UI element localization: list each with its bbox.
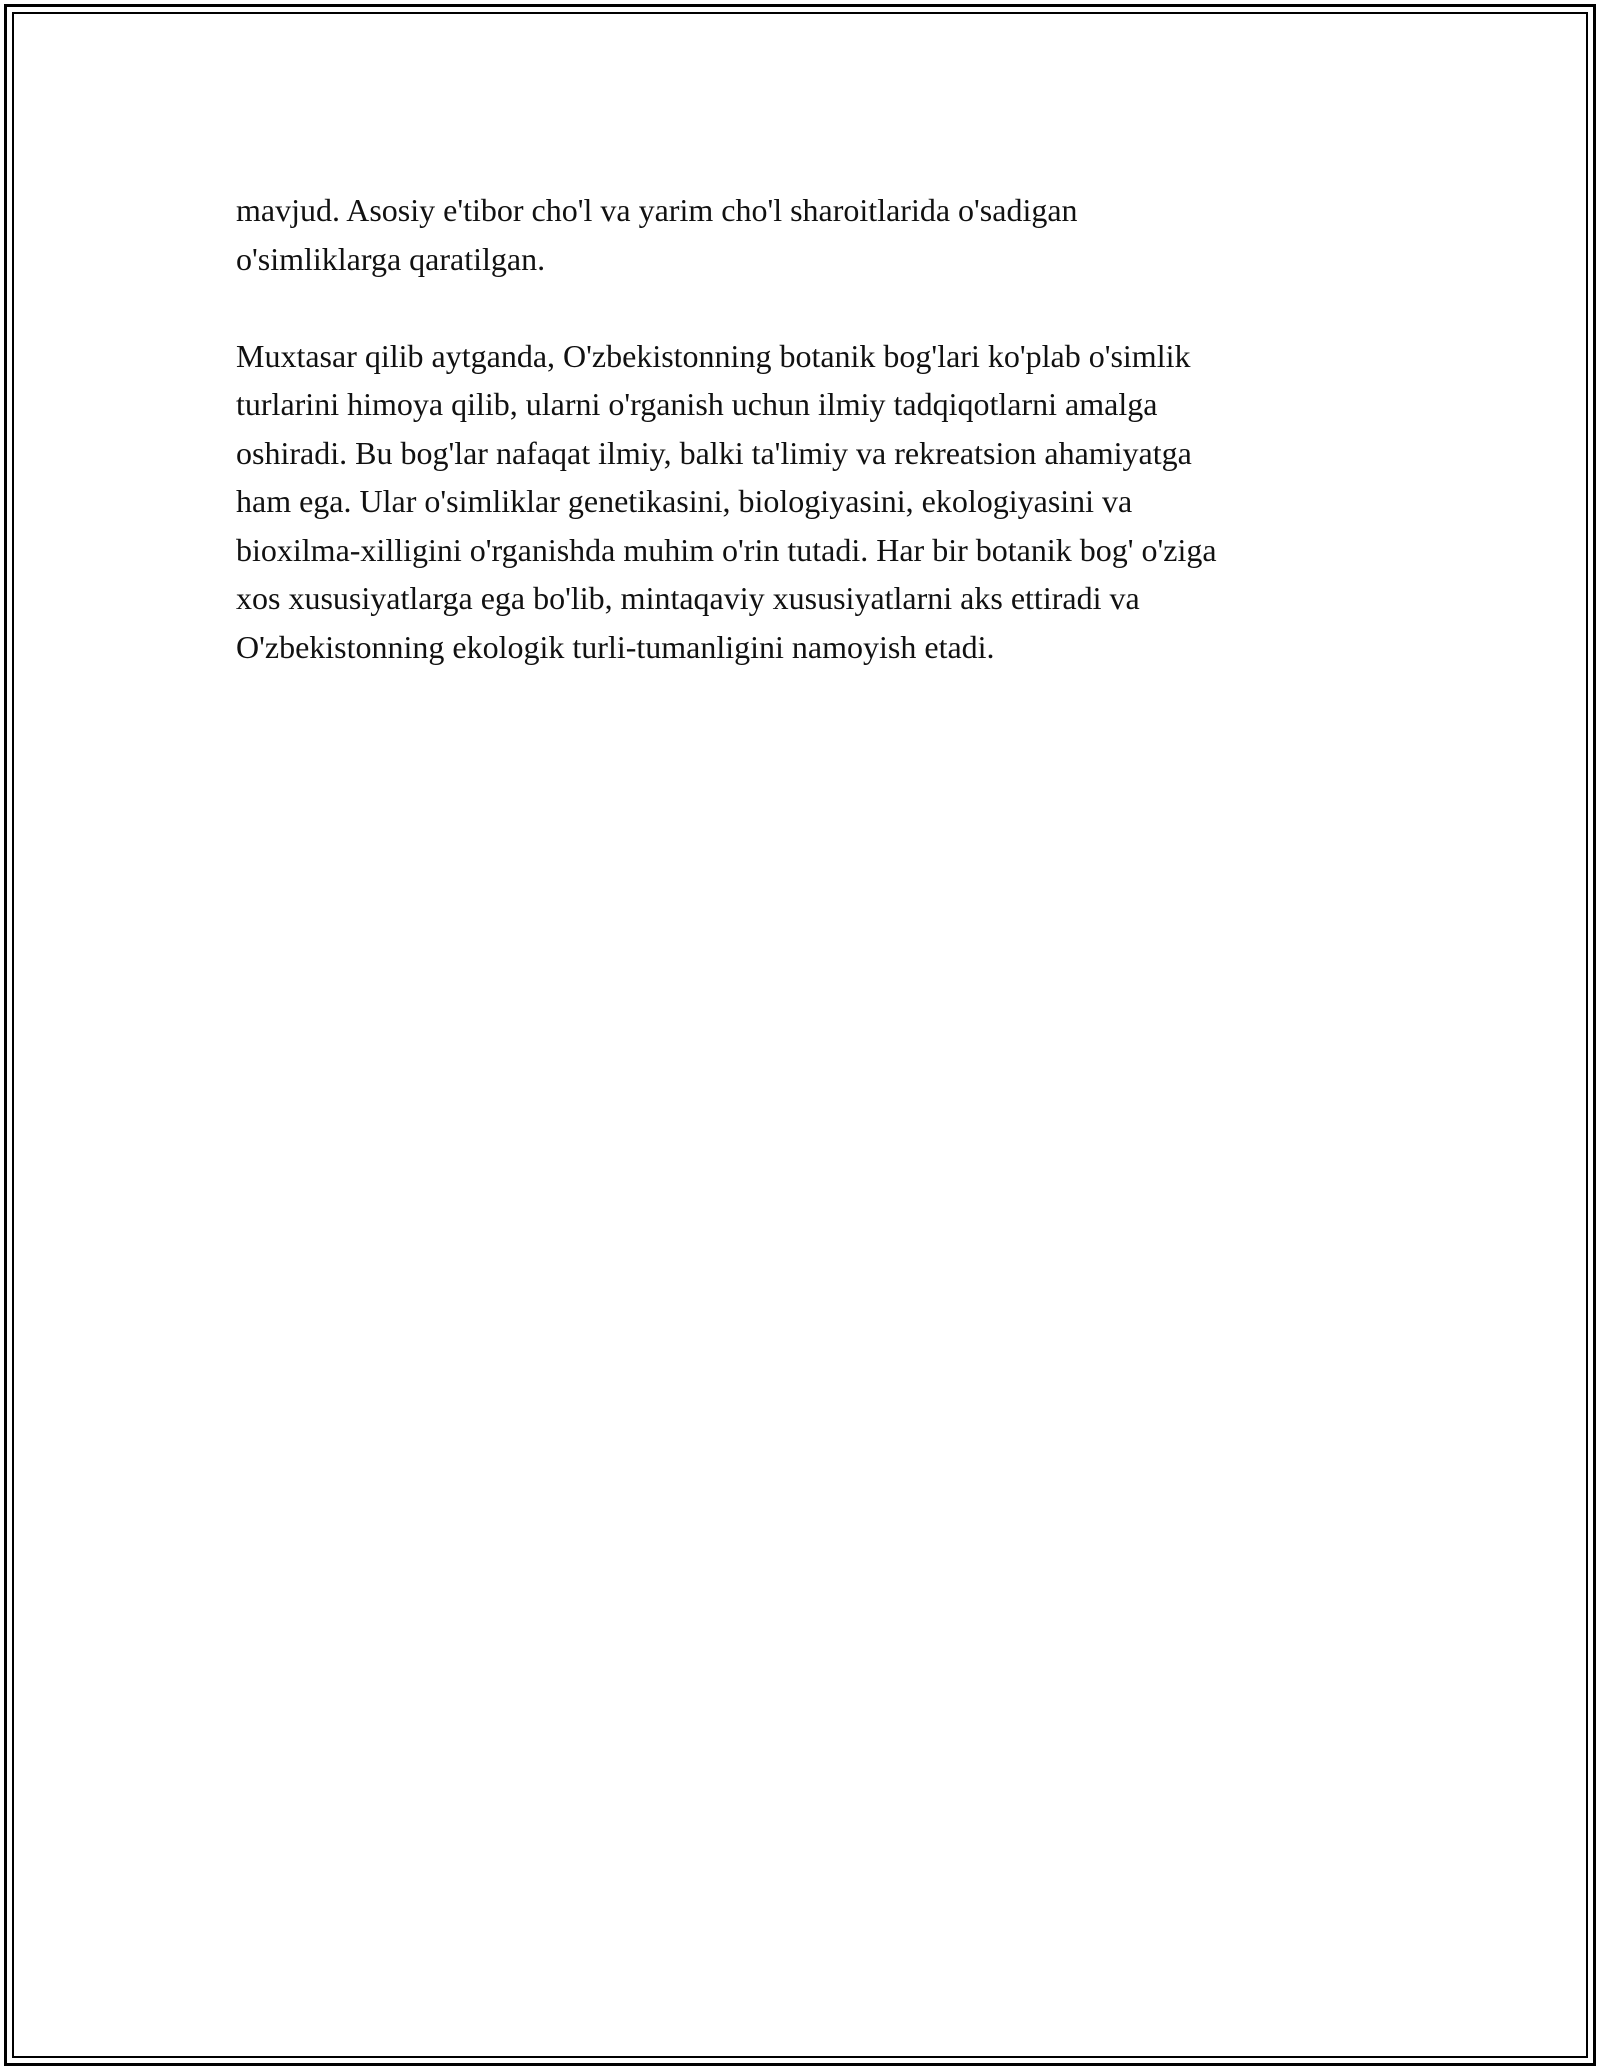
document-body [236, 186, 1376, 720]
paragraph-continuation: mavjud. Asosiy e'tibor cho'l va yarim cho'l sharoitlarida o'sadigan o'simliklarga qaratilgan. [236, 192, 1078, 277]
paragraph-summary: Muxtasar qilib aytganda, O'zbekistonning botanik bog'lari ko'plab o'simlik turlarini himoya qilib, ularni o'rganish uchun ilmiy tadqiqotlarni amalga oshiradi. Bu bog'lar nafaqat ilmiy, balki ta'limiy va rekreatsion ahamiyatga ham ega. Ular o'simliklar genetikasini, biologiyasini, ekologiyasini va bioxilma-xilligini o'rganishda muhim o'rin tutadi. Har bir botanik bog' o'ziga xos xususiyatlarga ega bo'lib, mintaqaviy xususiyatlarni aks ettiradi va O'zbekistonning ekologik turli-tumanligini namoyish etadi. [236, 337, 1217, 665]
